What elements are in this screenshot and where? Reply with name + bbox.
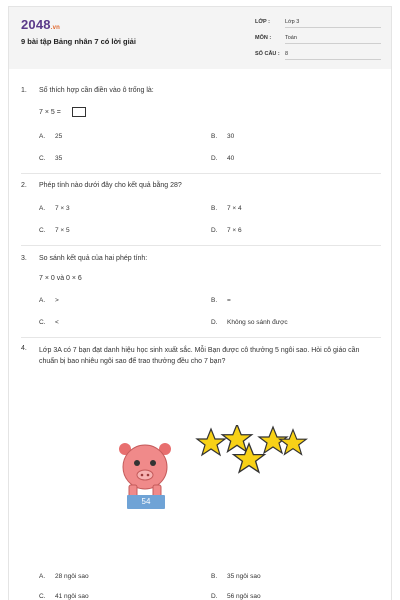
answer-text[interactable]: Không so sánh được bbox=[227, 319, 288, 326]
subject-label: MÔN : bbox=[255, 35, 272, 41]
answer-text[interactable]: 28 ngôi sao bbox=[55, 573, 89, 580]
worksheet-page bbox=[8, 6, 392, 600]
answer-option[interactable]: B. bbox=[211, 133, 218, 140]
answer-text[interactable]: 40 bbox=[227, 155, 235, 162]
question-count-value: 8 bbox=[285, 51, 381, 60]
question-1-expression: 7 × 5 = bbox=[39, 109, 61, 116]
question-4-text: Lớp 3A có 7 bạn đạt danh hiệu học sinh xuất sắc. Mỗi Bạn được cô thưởng 5 ngôi sao. Hỏi cô giáo cần chuẩn bị bao nhiêu ngôi sao để trao thưởng đều cho 7 bạn? bbox=[39, 347, 360, 365]
answer-text[interactable]: 7 × 6 bbox=[227, 227, 242, 234]
answer-text[interactable]: 7 × 4 bbox=[227, 205, 242, 212]
question-divider bbox=[21, 173, 381, 174]
answer-option[interactable]: C. bbox=[39, 155, 46, 162]
answer-text[interactable]: 35 bbox=[55, 155, 63, 162]
question-count-label: SỐ CÂU : bbox=[255, 51, 280, 57]
class-value: Lớp 3 bbox=[285, 19, 381, 28]
answer-option[interactable]: B. bbox=[211, 297, 218, 304]
worksheet-header bbox=[9, 7, 391, 69]
answer-option[interactable]: A. bbox=[39, 573, 46, 580]
question-1-number: 1. bbox=[21, 87, 27, 94]
answer-text[interactable]: 35 ngôi sao bbox=[227, 573, 261, 580]
question-3-expression: 7 × 0 và 0 × 6 bbox=[39, 275, 82, 282]
answer-option[interactable]: A. bbox=[39, 205, 46, 212]
question-1-text: Số thích hợp cần điền vào ô trống là: bbox=[39, 87, 154, 94]
question-2-text: Phép tính nào dưới đây cho kết quả bằng 28? bbox=[39, 182, 182, 189]
answer-text[interactable]: > bbox=[55, 297, 59, 304]
stars-icon bbox=[193, 425, 313, 483]
answer-text[interactable]: < bbox=[55, 319, 59, 326]
site-logo[interactable]: 2048.vn bbox=[21, 17, 61, 32]
answer-text[interactable]: 25 bbox=[55, 133, 63, 140]
question-divider bbox=[21, 337, 381, 338]
answer-option[interactable]: A. bbox=[39, 297, 46, 304]
answer-option[interactable]: D. bbox=[211, 593, 218, 600]
answer-option[interactable]: D. bbox=[211, 155, 218, 162]
answer-option[interactable]: D. bbox=[211, 319, 218, 326]
answer-option[interactable]: C. bbox=[39, 319, 46, 326]
answer-text[interactable]: 30 bbox=[227, 133, 235, 140]
question-3-number: 3. bbox=[21, 255, 27, 262]
question-4-number: 4. bbox=[21, 345, 27, 352]
piggy-bank-icon bbox=[115, 435, 175, 501]
answer-option[interactable]: C. bbox=[39, 593, 46, 600]
answer-text[interactable]: 7 × 3 bbox=[55, 205, 70, 212]
answer-blank-box bbox=[72, 107, 86, 117]
question-3-text: So sánh kết quả của hai phép tính: bbox=[39, 255, 148, 262]
answer-option[interactable]: B. bbox=[211, 205, 218, 212]
answer-option[interactable]: A. bbox=[39, 133, 46, 140]
class-label: LỚP : bbox=[255, 19, 270, 25]
answer-option[interactable]: C. bbox=[39, 227, 46, 234]
answer-option[interactable]: D. bbox=[211, 227, 218, 234]
piggy-bank-badge: 54 bbox=[127, 495, 165, 509]
question-2-number: 2. bbox=[21, 182, 27, 189]
page-title: 9 bài tập Bảng nhân 7 có lời giải bbox=[21, 37, 136, 46]
answer-text[interactable]: 56 ngôi sao bbox=[227, 593, 261, 600]
answer-text[interactable]: = bbox=[227, 297, 231, 304]
question-divider bbox=[21, 245, 381, 246]
answer-option[interactable]: B. bbox=[211, 573, 218, 580]
answer-text[interactable]: 7 × 5 bbox=[55, 227, 70, 234]
subject-value: Toán bbox=[285, 35, 381, 44]
answer-text[interactable]: 41 ngôi sao bbox=[55, 593, 89, 600]
